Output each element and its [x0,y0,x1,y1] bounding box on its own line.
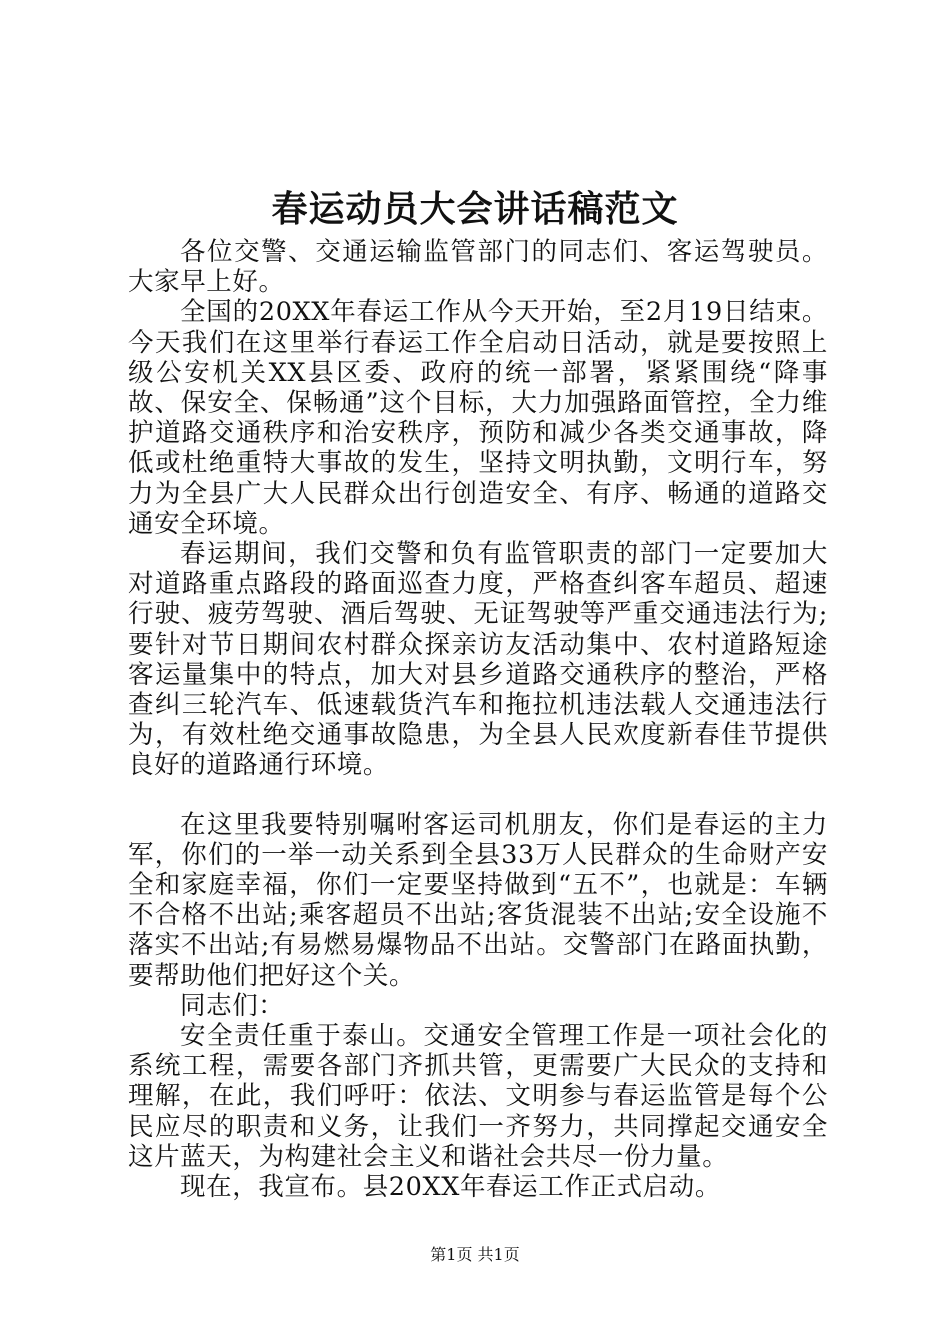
document-body [128,237,828,1202]
paragraph-drivers: 在这里我要特别嘱咐客运司机朋友，你们是春运的主力军，你们的一举一动关系到全县33万人民群众的生命财产安全和家庭幸福，你们一定要坚持做到“五不”，也就是：车辆不合格不出站;乘客超员不出站;客货混装不出站;安全设施不落实不出站;有易燃易爆物品不出站。交警部门在路面执勤，要帮助他们把好这个关。 [128,809,828,991]
paragraph-greeting: 各位交警、交通运输监管部门的同志们、客运驾驶员。大家早上好。 [128,237,828,298]
document-title: 春运动员大会讲话稿范文 [271,188,679,230]
page-number-footer: 第1页 共1页 [430,1245,520,1264]
paragraph-comrades: 同志们： [180,990,285,1021]
paragraph-announcement: 现在，我宣布。县20XX年春运工作正式启动。 [180,1172,721,1203]
paragraph-safety: 安全责任重于泰山。交通安全管理工作是一项社会化的系统工程，需要各部门齐抓共管，更需要广大民众的支持和理解，在此，我们呼吁：依法、文明参与春运监管是每个公民应尽的职责和义务，让我们一齐努力，共同撑起交通安全这片蓝天，为构建社会主义和谐社会共尽一份力量。 [128,1021,828,1172]
paragraph-launch: 全国的20XX年春运工作从今天开始，至2月19日结束。今天我们在这里举行春运工作全启动日活动，就是要按照上级公安机关XX县区委、政府的统一部署，紧紧围绕“降事故、保安全、保畅通”这个目标，大力加强路面管控，全力维护道路交通秩序和治安秩序，预防和减少各类交通事故，降低或杜绝重特大事故的发生，坚持文明执勤，文明行车，努力为全县广大人民群众出行创造安全、有序、畅通的道路交通安全环境。 [128,297,828,539]
paragraph-enforcement: 春运期间，我们交警和负有监管职责的部门一定要加大对道路重点路段的路面巡查力度，严格查纠客车超员、超速行驶、疲劳驾驶、酒后驾驶、无证驾驶等严重交通违法行为;要针对节日期间农村群众探亲访友活动集中、农村道路短途客运量集中的特点，加大对县乡道路交通秩序的整治，严格查纠三轮汽车、低速载货汽车和拖拉机违法载人交通违法行为，有效杜绝交通事故隐患，为全县人民欢度新春佳节提供良好的道路通行环境。 [128,539,828,781]
